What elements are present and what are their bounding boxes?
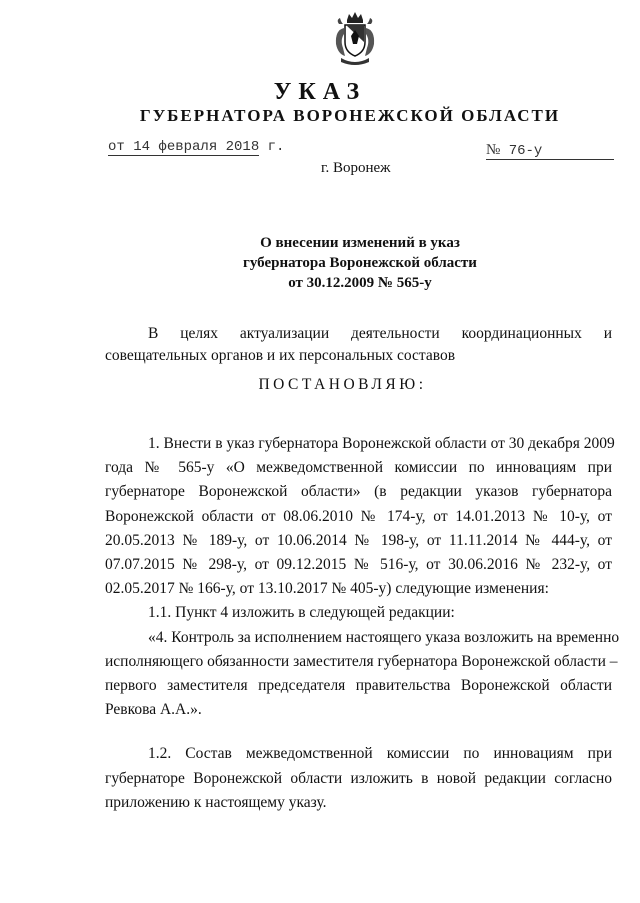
coat-of-arms-emblem bbox=[331, 10, 379, 70]
preamble-line: совещательных органов и их персональных составов bbox=[105, 347, 456, 364]
document-subtitle: ГУБЕРНАТОРА ВОРОНЕЖСКОЙ ОБЛАСТИ bbox=[139, 106, 561, 125]
quote-line: Ревкова А.А.». bbox=[105, 701, 202, 719]
city-name: г. Воронеж bbox=[321, 160, 391, 176]
item1-line: губернаторе Воронежской области» (в редакции указов губернатора bbox=[105, 483, 612, 501]
item1-line: 02.05.2017 № 166-у, от 13.10.2017 № 405-у) следующие изменения: bbox=[105, 580, 549, 598]
item1-1-line: 1.1. Пункт 4 изложить в следующей редакции: bbox=[148, 604, 455, 622]
date-prefix: от bbox=[108, 139, 125, 155]
item1-line: 20.05.2013 № 189-у, от 10.06.2014 № 198-у, от 11.11.2014 № 444-у, от bbox=[105, 531, 612, 549]
quote-line: исполняющего обязанности заместителя губернатора Воронежской области – bbox=[105, 652, 618, 670]
item1-line: года № 565-у «О межведомственной комиссии по инновациям при bbox=[105, 459, 612, 477]
heading-line: О внесении изменений в указ bbox=[260, 235, 460, 251]
heading-line: губернатора Воронежской области bbox=[243, 255, 477, 271]
decree-number bbox=[486, 142, 614, 160]
date-value: 14 февраля 2018 bbox=[133, 139, 260, 155]
date-suffix: г. bbox=[267, 139, 285, 155]
quote-line: первого заместителя председателя правительства Воронежской области bbox=[105, 677, 612, 695]
item1-line: 1. Внести в указ губернатора Воронежской области от 30 декабря 2009 bbox=[148, 435, 615, 452]
preamble-line: В целях актуализации деятельности координационных и bbox=[148, 325, 612, 342]
decree-heading bbox=[160, 233, 560, 293]
item1-line: Воронежской области от 08.06.2010 № 174-у, от 14.01.2013 № 10-у, от bbox=[105, 507, 612, 525]
number-sign: № bbox=[486, 142, 501, 158]
decree-body bbox=[105, 432, 620, 815]
decree-word: ПОСТАНОВЛЯЮ: bbox=[258, 376, 427, 393]
quote-line: «4. Контроль за исполнением настоящего указа возложить на временно bbox=[148, 628, 620, 646]
decree-date bbox=[108, 139, 284, 155]
item1-2-line: 1.2. Состав межведомственной комиссии по инновациям при bbox=[148, 745, 612, 763]
item1-line: 07.07.2015 № 298-у, от 09.12.2015 № 516-у, от 30.06.2016 № 232-у, от bbox=[105, 556, 612, 574]
item1-2-line: губернаторе Воронежской области изложить в новой редакции согласно bbox=[105, 769, 612, 787]
heading-line: от 30.12.2009 № 565-у bbox=[288, 275, 432, 291]
item1-2-line: приложению к настоящему указу. bbox=[105, 793, 327, 811]
number-value: 76-у bbox=[508, 143, 543, 159]
document-title: УКАЗ bbox=[273, 79, 367, 105]
preamble bbox=[105, 323, 612, 367]
